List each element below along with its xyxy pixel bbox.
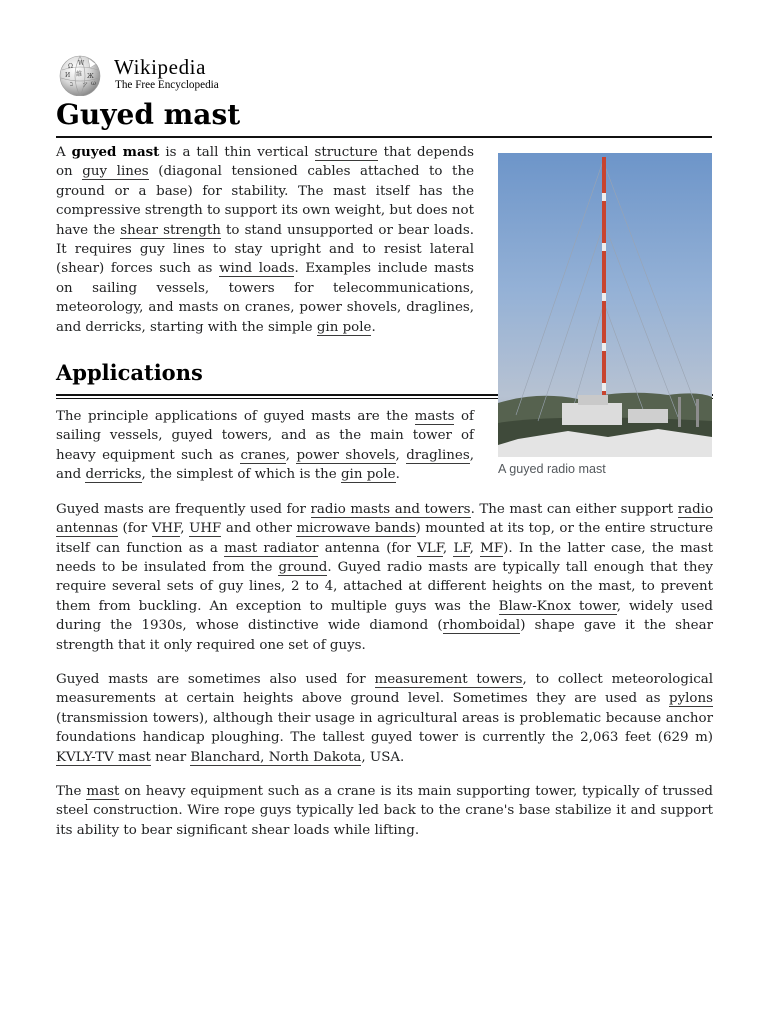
link-gin-pole[interactable]: gin pole: [316, 319, 372, 335]
bold-term: guyed mast: [71, 144, 160, 160]
image-caption: A guyed radio mast: [498, 462, 606, 476]
link-rhomboidal[interactable]: rhomboidal: [442, 618, 521, 634]
link-uhf[interactable]: UHF: [189, 521, 222, 537]
link-radio-antennas[interactable]: radio antennas: [56, 501, 714, 537]
link-pylons[interactable]: pylons: [669, 691, 713, 707]
svg-text:W: W: [78, 60, 85, 67]
link-blaw-knox-tower[interactable]: Blaw-Knox tower: [498, 598, 617, 614]
link-derricks[interactable]: derricks: [85, 467, 142, 483]
link-shear-strength[interactable]: shear strength: [120, 222, 221, 238]
intro-paragraph: A guyed mast is a tall thin vertical structure that depends on guy lines (diagonal tensioned cables attached to the ground or a base) for stability. The mast itself has the compressive strength to support its own weight, but does not have the shear strength to stand unsupported or bear loads. It requires guy lines to stay upright and to resist lateral (shear) forces such as wind loads. Examples include masts on sailing vessels, towers for telecommunications, meteorology, and masts on cranes, power shovels, draglines, and derricks, starting with the simple gin pole.: [56, 144, 474, 335]
svg-text:ア: ア: [82, 82, 89, 89]
link-masts[interactable]: masts: [414, 409, 455, 425]
link-measurement-towers[interactable]: measurement towers: [374, 671, 523, 687]
link-gin-pole[interactable]: gin pole: [340, 467, 396, 483]
guyed-radio-mast-image[interactable]: [498, 153, 712, 457]
svg-text:ב: ב: [70, 81, 73, 88]
link-ground[interactable]: ground: [278, 559, 328, 575]
wordmark: Wikipedia: [114, 55, 207, 79]
wikipedia-globe-icon: [56, 54, 104, 96]
tagline: The Free Encyclopedia: [115, 79, 219, 91]
link-structure[interactable]: structure: [314, 145, 378, 160]
link-vlf[interactable]: VLF: [417, 540, 443, 556]
link-mf[interactable]: MF: [480, 540, 504, 556]
paragraph: The mast on heavy equipment such as a crane is its main supporting tower, typically of trussed steel construction. Wire rope guys typically led back to the crane's base stabilize it and support its ability to bear significant shear loads while lifting.: [56, 783, 713, 838]
page-title: Guyed mast: [56, 98, 241, 131]
link-kvly-tv-mast[interactable]: KVLY-TV mast: [56, 749, 151, 765]
section-heading-applications: Applications: [56, 353, 713, 396]
link-draglines[interactable]: draglines: [406, 447, 470, 463]
paragraph: Guyed masts are frequently used for radio masts and towers. The mast can either support radio antennas (for VHF, UHF and other microwave bands) mounted at its top, or the entire structure itself can function as a mast radiator antenna (for VLF, LF, MF). In the latter case, the mast needs to be insulated from the ground. Guyed radio masts are typically tall enough that they require several sets of guy lines, 2 to 4, attached at different heights on the mast, to prevent them from buckling. An exception to multiple guys was the Blaw-Knox tower, widely used during the 1930s, whose distinctive wide diamond (rhomboidal) shape gave it the shear strength that it only required one set of guys.: [56, 501, 714, 653]
link-radio-masts-and-towers[interactable]: radio masts and towers: [310, 501, 471, 517]
svg-text:И: И: [65, 72, 71, 79]
link-blanchard-north-dakota[interactable]: Blanchard, North Dakota: [190, 749, 362, 765]
link-vhf[interactable]: VHF: [151, 521, 181, 537]
paragraph: The principle applications of guyed masts are the masts of sailing vessels, guyed towers, and as the main tower of heavy equipment such as cranes, power shovels, draglines, and derricks, the simplest of which is the gin pole.: [56, 409, 474, 483]
svg-text:Ж: Ж: [87, 73, 94, 80]
image-figure: [498, 153, 713, 479]
svg-text:ω: ω: [91, 80, 96, 87]
link-wind-loads[interactable]: wind loads: [219, 261, 295, 277]
link-power-shovels[interactable]: power shovels: [296, 447, 396, 463]
link-lf[interactable]: LF: [453, 540, 470, 556]
link-mast[interactable]: mast: [86, 783, 120, 799]
svg-text:Ω: Ω: [68, 63, 73, 70]
paragraph: Guyed masts are sometimes also used for measurement towers, to collect meteorological measurements at certain heights above ground level. Sometimes they are used as pylons (transmission towers), although their usage in agricultural areas is problematic because anchor foundations handicap ploughing. The tallest guyed tower is currently the 2,063 feet (629 m) KVLY-TV mast near Blanchard, North Dakota, USA.: [56, 671, 713, 765]
link-mast-radiator[interactable]: mast radiator: [224, 540, 319, 556]
wikipedia-logo[interactable]: [56, 54, 256, 98]
article-body: [56, 143, 713, 855]
link-microwave-bands[interactable]: microwave bands: [296, 521, 416, 537]
title-divider: [56, 136, 712, 138]
link-cranes[interactable]: cranes: [240, 447, 286, 463]
link-guy-lines[interactable]: guy lines: [82, 164, 149, 180]
svg-text:維: 維: [76, 71, 83, 78]
